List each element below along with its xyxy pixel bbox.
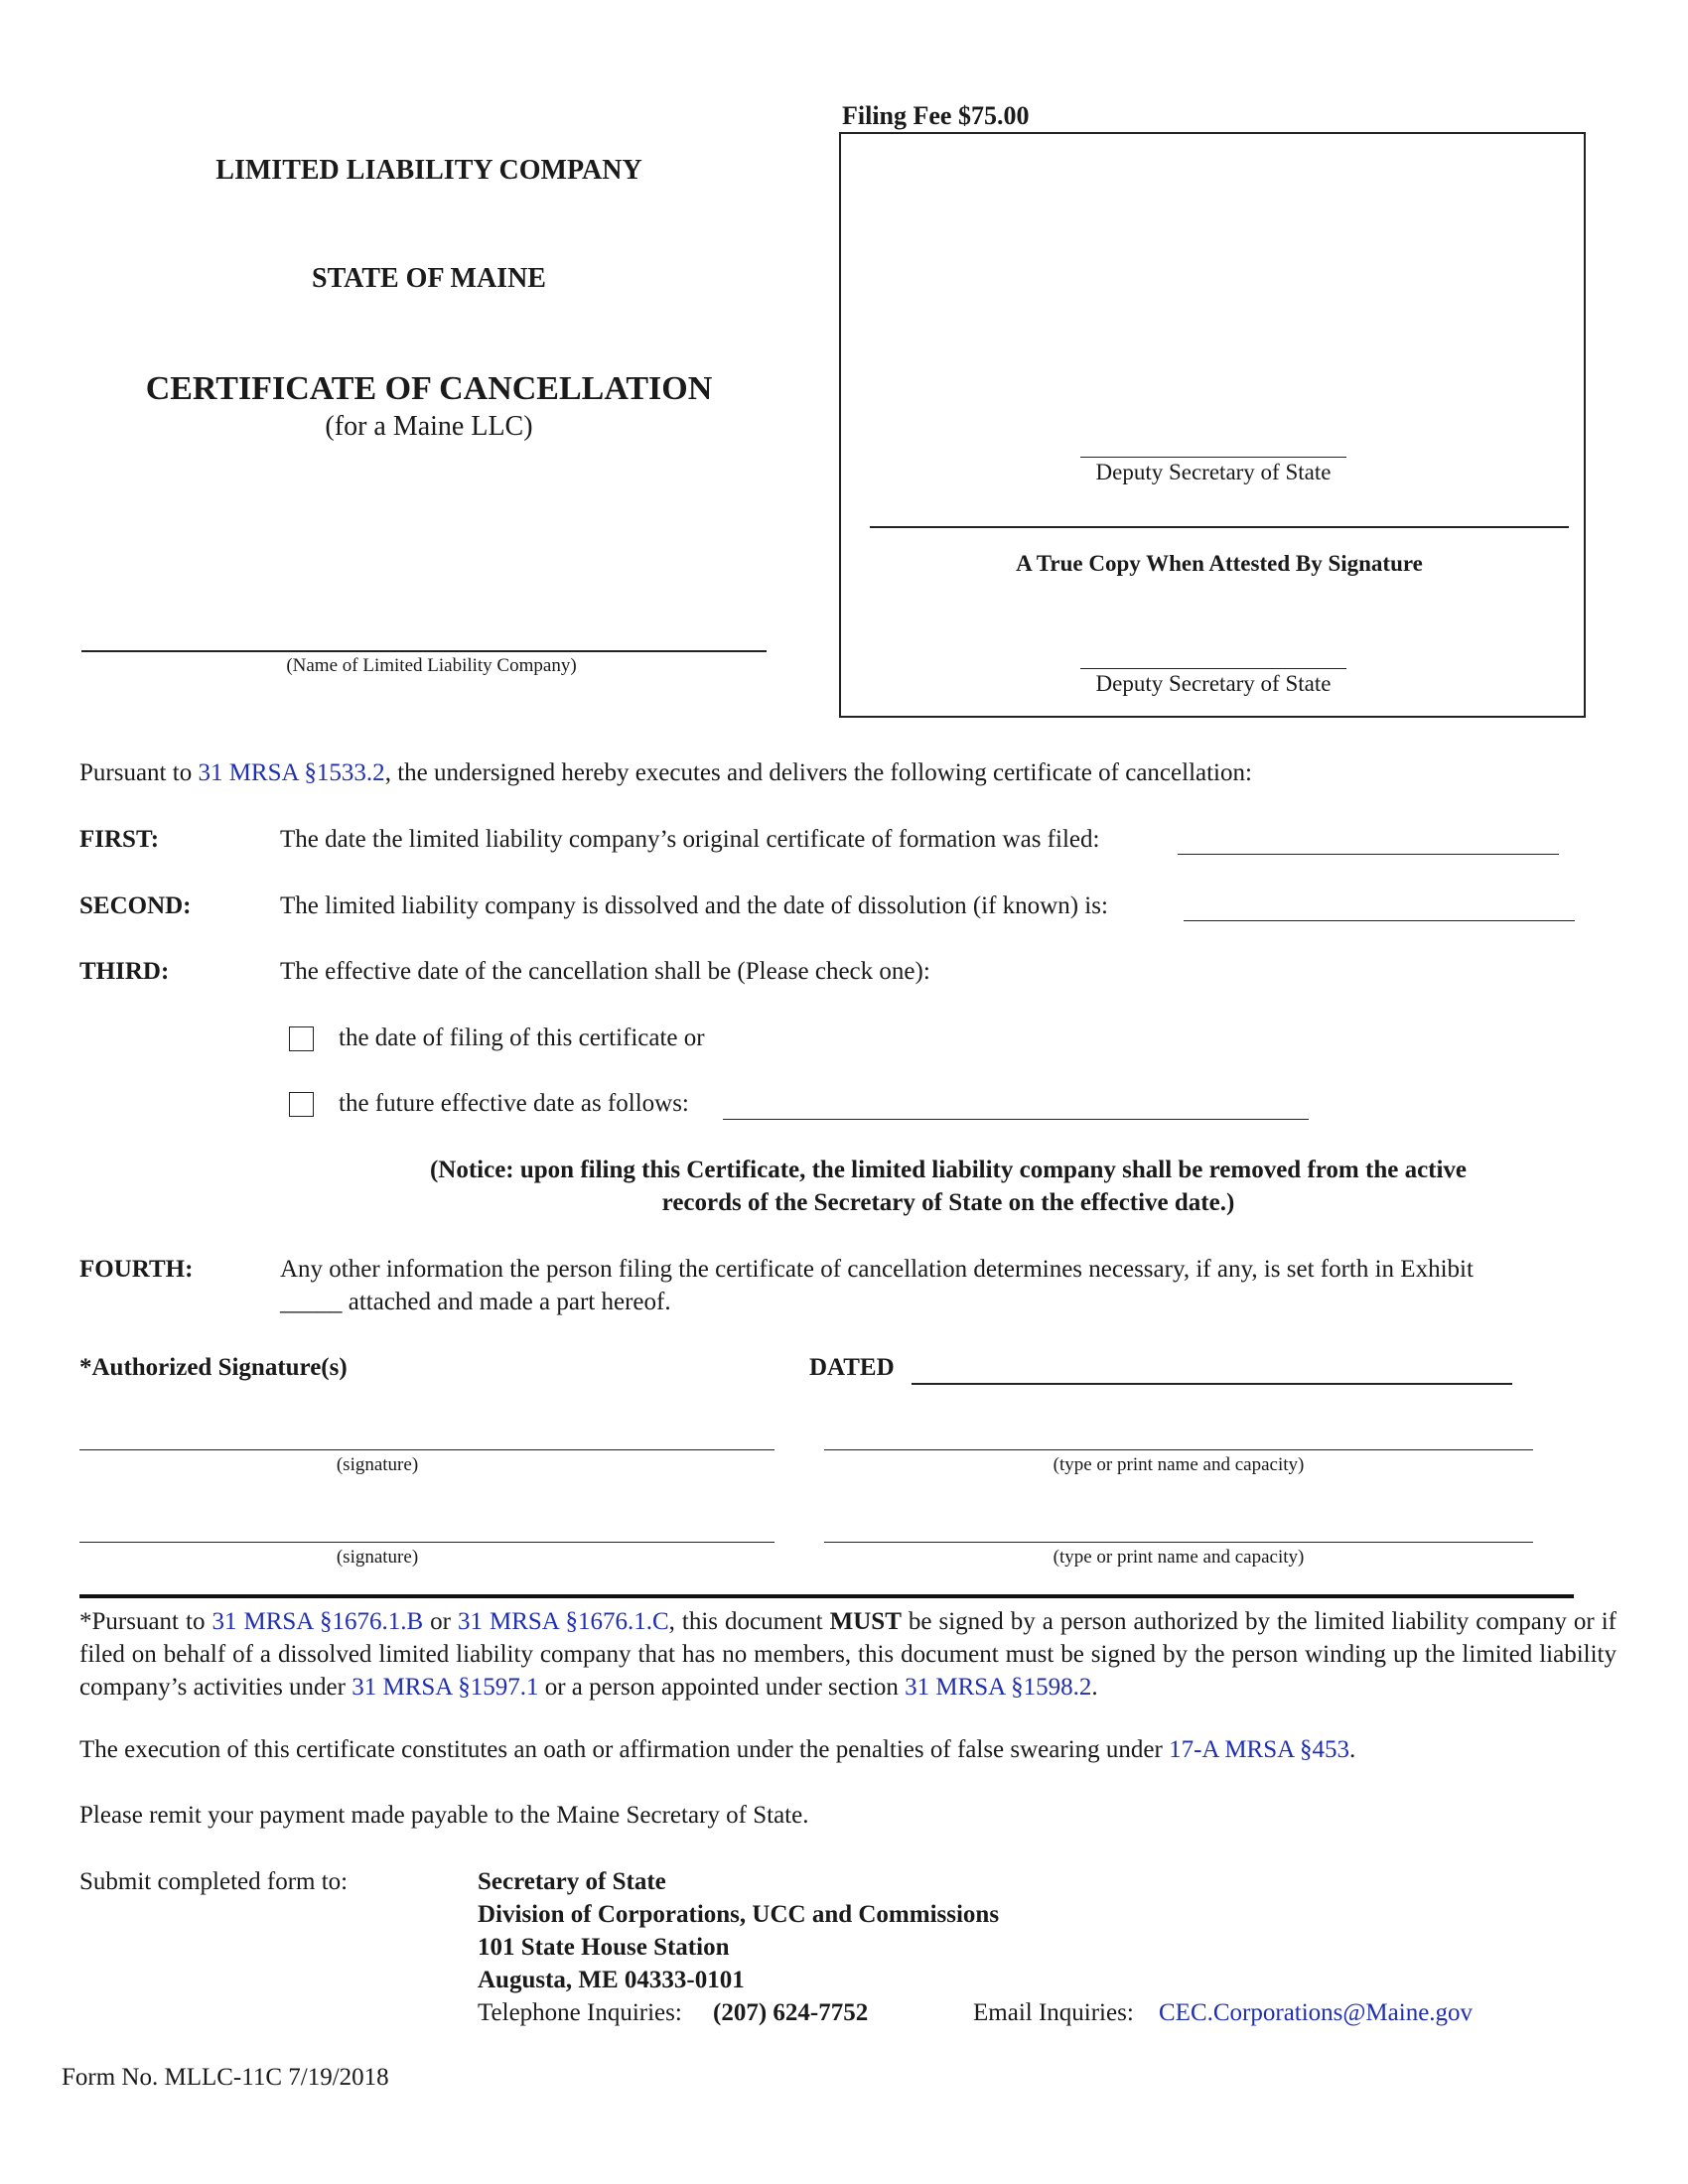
telephone-label: Telephone Inquiries: [478,1999,682,2026]
first-text: The date the limited liability company’s original certificate of formation was filed: [280,826,1100,853]
oath-text-end: . [1349,1736,1356,1763]
intro-paragraph [79,759,1609,787]
option-future-date-label: the future effective date as follows: [339,1090,689,1117]
authorized-signatures-heading: *Authorized Signature(s) [79,1354,348,1381]
filing-fee: Filing Fee $75.00 [842,101,1030,130]
deputy-caption-top: Deputy Secretary of State [1095,460,1332,484]
footnote-text: or a person appointed under section [538,1674,906,1701]
signature-caption-1: (signature) [336,1454,419,1475]
intro-text-end: , the undersigned hereby executes and delivers the following certificate of cancellation: [384,759,1252,786]
true-copy-text: A True Copy When Attested By Signature [1016,551,1423,576]
dissolution-date-field[interactable] [1184,920,1575,921]
statute-link-1676-1-b[interactable]: 31 MRSA §1676.1.B [211,1608,424,1635]
formation-date-field[interactable] [1178,854,1559,855]
name-capacity-field-1[interactable] [824,1449,1533,1450]
statute-link-1676-1-c[interactable]: 31 MRSA §1676.1.C [457,1608,669,1635]
signature-field-1[interactable] [79,1449,774,1450]
second-text: The limited liability company is dissolved and the date of dissolution (if known) is: [280,892,1108,919]
third-label: THIRD: [79,958,170,985]
footnote-divider [79,1594,1574,1598]
company-name-field[interactable] [81,650,767,652]
option-filing-date-label: the date of filing of this certificate or [339,1024,705,1051]
deputy-caption-bottom: Deputy Secretary of State [1095,671,1332,696]
name-capacity-field-2[interactable] [824,1542,1533,1543]
dated-label: DATED [809,1354,895,1381]
submit-address-line-1: Secretary of State [478,1868,666,1895]
footnote-signature-requirements [79,1605,1617,1704]
option-filing-date-checkbox[interactable] [289,1026,314,1051]
submit-address-line-2: Division of Corporations, UCC and Commissions [478,1901,1000,1928]
deputy-signature-line-top [1080,457,1346,458]
email-link[interactable]: CEC.Corporations@Maine.gov [1159,1999,1474,2026]
header-llc: LIMITED LIABILITY COMPANY [215,155,642,186]
fourth-label: FOURTH: [79,1256,194,1283]
company-name-caption: (Name of Limited Liability Company) [286,655,577,676]
statute-link-1597-1[interactable]: 31 MRSA §1597.1 [352,1674,539,1701]
dated-field[interactable] [912,1383,1512,1385]
oath-text: The execution of this certificate constitutes an oath or affirmation under the penalties of false swearing under [79,1736,1170,1763]
footnote-text: , this document [668,1608,830,1635]
office-use-box [839,132,1586,718]
fourth-text-exhibit: _____ attached and made a part hereof. [280,1289,671,1315]
statute-link-17a-453[interactable]: 17-A MRSA §453 [1169,1736,1350,1763]
name-capacity-caption-2: (type or print name and capacity) [1053,1547,1305,1568]
submit-address-line-4: Augusta, ME 04333-0101 [478,1967,745,1993]
footnote-text: . [1091,1674,1098,1701]
submit-address-line-3: 101 State House Station [478,1934,730,1961]
name-capacity-caption-1: (type or print name and capacity) [1053,1454,1305,1475]
submit-label: Submit completed form to: [79,1868,349,1895]
option-future-date-checkbox[interactable] [289,1092,314,1117]
fourth-text: Any other information the person filing the certificate of cancellation determines necessary, if any, is set forth in Exhibit [280,1256,1474,1283]
second-label: SECOND: [79,892,192,919]
telephone-number: (207) 624-7752 [713,1999,869,2026]
footnote-text: be signed by a person authorized by the limited liability company or if filed on behalf of a dissolved limited liability company that has no members, this document must be signed by the person winding up the limited liability company’s activities under [79,1608,1617,1701]
page-subtitle: (for a Maine LLC) [325,411,533,442]
header-state: STATE OF MAINE [312,263,546,294]
statute-link-1598-2[interactable]: 31 MRSA §1598.2 [905,1674,1092,1701]
page-title: CERTIFICATE OF CANCELLATION [145,370,713,407]
form-number: Form No. MLLC-11C 7/19/2018 [62,2064,389,2091]
footnote-must: MUST [829,1608,902,1635]
future-date-field[interactable] [723,1119,1309,1120]
statute-link-1533[interactable]: 31 MRSA §1533.2 [198,759,385,786]
footnote-text: *Pursuant to [79,1608,212,1635]
third-text: The effective date of the cancellation shall be (Please check one): [280,958,930,985]
signature-caption-2: (signature) [336,1547,419,1568]
deputy-signature-line-bottom [1080,668,1346,669]
office-box-divider [870,526,1569,528]
first-label: FIRST: [79,826,160,853]
footnote-text: or [423,1608,458,1635]
email-label: Email Inquiries: [973,1999,1134,2026]
notice-line-2: records of the Secretary of State on the effective date.) [661,1189,1235,1216]
intro-text: Pursuant to [79,759,199,786]
payment-paragraph: Please remit your payment made payable to the Maine Secretary of State. [79,1802,809,1829]
signature-field-2[interactable] [79,1542,774,1543]
notice-line-1: (Notice: upon filing this Certificate, the limited liability company shall be removed from the active [429,1157,1468,1183]
oath-paragraph [79,1736,1617,1764]
